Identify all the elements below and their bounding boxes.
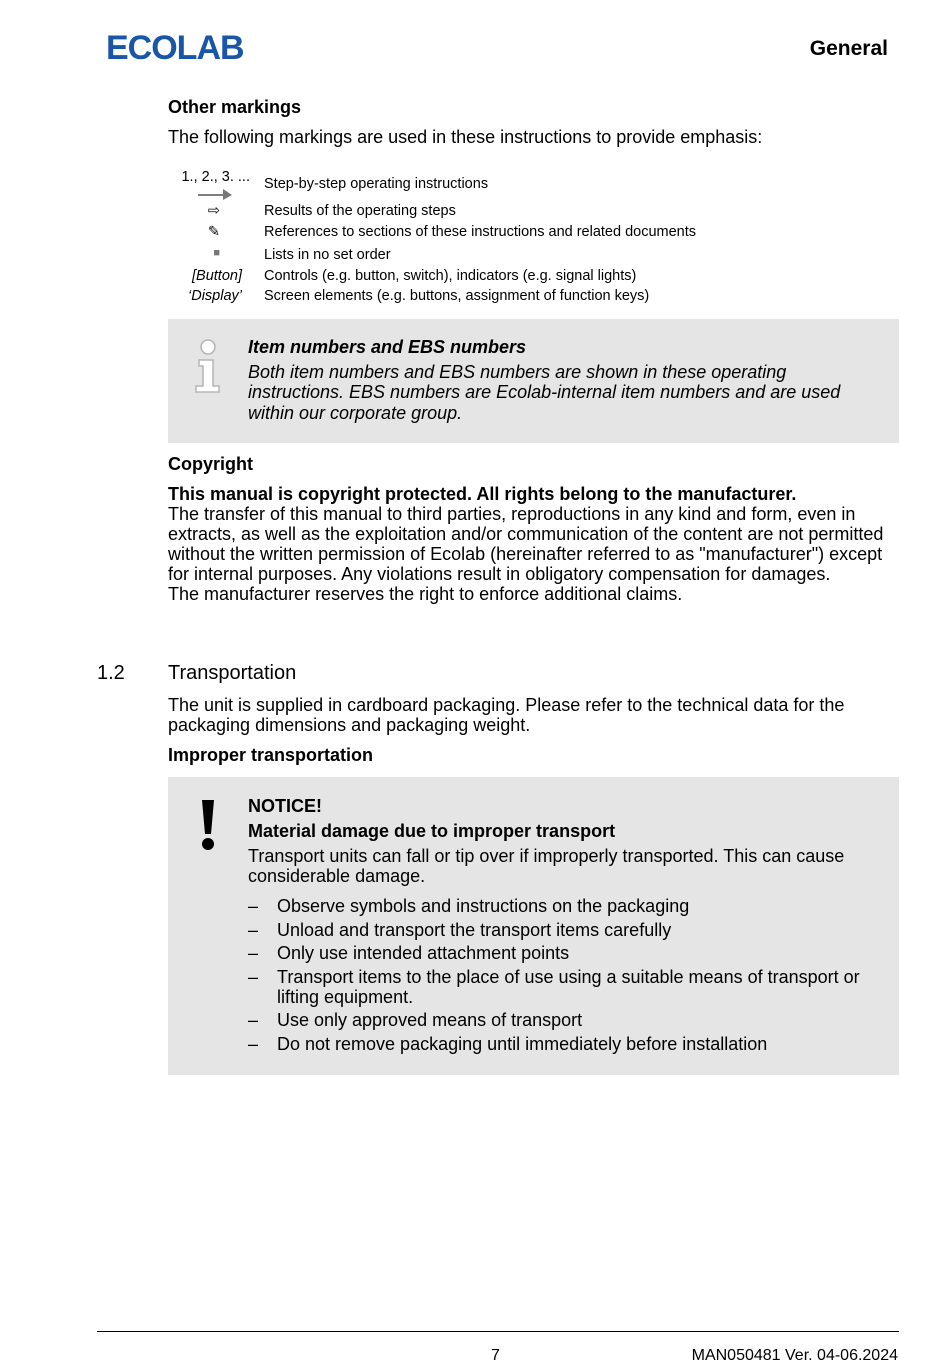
footer-divider [97,1331,899,1332]
marking-text-results: Results of the operating steps [264,203,456,219]
exclamation-icon [197,798,219,852]
logo-text: ECOLAB [106,29,244,64]
info-box-line-2: instructions. EBS numbers are Ecolab-internal item numbers and are used [248,382,841,402]
notice-label: NOTICE! [248,796,322,816]
copyright-line-3: without the written permission of Ecolab (hereinafter referred to as "manufacturer") except [168,544,883,564]
other-markings-heading: Other markings [168,97,302,117]
copyright-line-5: The manufacturer reserves the right to enforce additional claims. [168,584,683,604]
marking-text-references: References to sections of these instructions and related documents [264,224,697,240]
reference-hand-icon: ✎ [207,224,220,240]
page-number: 7 [491,1347,500,1364]
notice-line-1: Transport units can fall or tip over if improperly transported. This can cause [248,846,845,866]
other-markings-intro: The following markings are used in these instructions to provide emphasis: [168,127,763,147]
notice-title: Material damage due to improper transport [248,821,616,841]
chapter-title: General [809,37,888,60]
info-box-line-1: Both item numbers and EBS numbers are shown in these operating [248,362,787,382]
marking-symbol-display: ‘Display’ [188,288,242,304]
info-box-line-3: within our corporate group. [248,403,463,423]
section-title: Transportation [168,662,297,684]
document-reference: MAN050481 Ver. 04-06.2024 [691,1347,898,1364]
marking-text-screen: Screen elements (e.g. buttons, assignment of function keys) [264,288,650,304]
copyright-line-2: extracts, as well as the exploitation and/or communication of the content are not permitted [168,524,884,544]
improper-transport-heading: Improper transportation [168,745,374,765]
ecolab-logo [106,28,256,64]
copyright-line-4: for internal purposes. Any violations result in obligatory compensation for damages. [168,564,831,584]
copyright-heading: Copyright [168,454,253,474]
section-body-line-1: The unit is supplied in cardboard packaging. Please refer to the technical data for the [168,695,845,715]
marking-text-steps: Step-by-step operating instructions [264,176,489,192]
arrow-right-icon [198,186,234,200]
copyright-line-1: The transfer of this manual to third parties, reproductions in any kind and form, even in [168,504,856,524]
section-number: 1.2 [97,662,125,684]
marking-symbol-steps: 1., 2., 3. ... [181,169,250,185]
section-body-line-2: packaging dimensions and packaging weight. [168,715,531,735]
copyright-bold-line: This manual is copyright protected. All rights belong to the manufacturer. [168,484,797,504]
info-box-title: Item numbers and EBS numbers [248,337,527,357]
marking-symbol-button: [Button] [192,268,242,284]
marking-text-lists: Lists in no set order [264,247,391,263]
square-bullet-icon: ■ [213,247,220,259]
info-icon [193,338,223,394]
marking-text-controls: Controls (e.g. button, switch), indicators (e.g. signal lights) [264,268,637,284]
result-arrow-icon: ⇨ [207,203,220,219]
notice-line-2: considerable damage. [248,866,426,886]
